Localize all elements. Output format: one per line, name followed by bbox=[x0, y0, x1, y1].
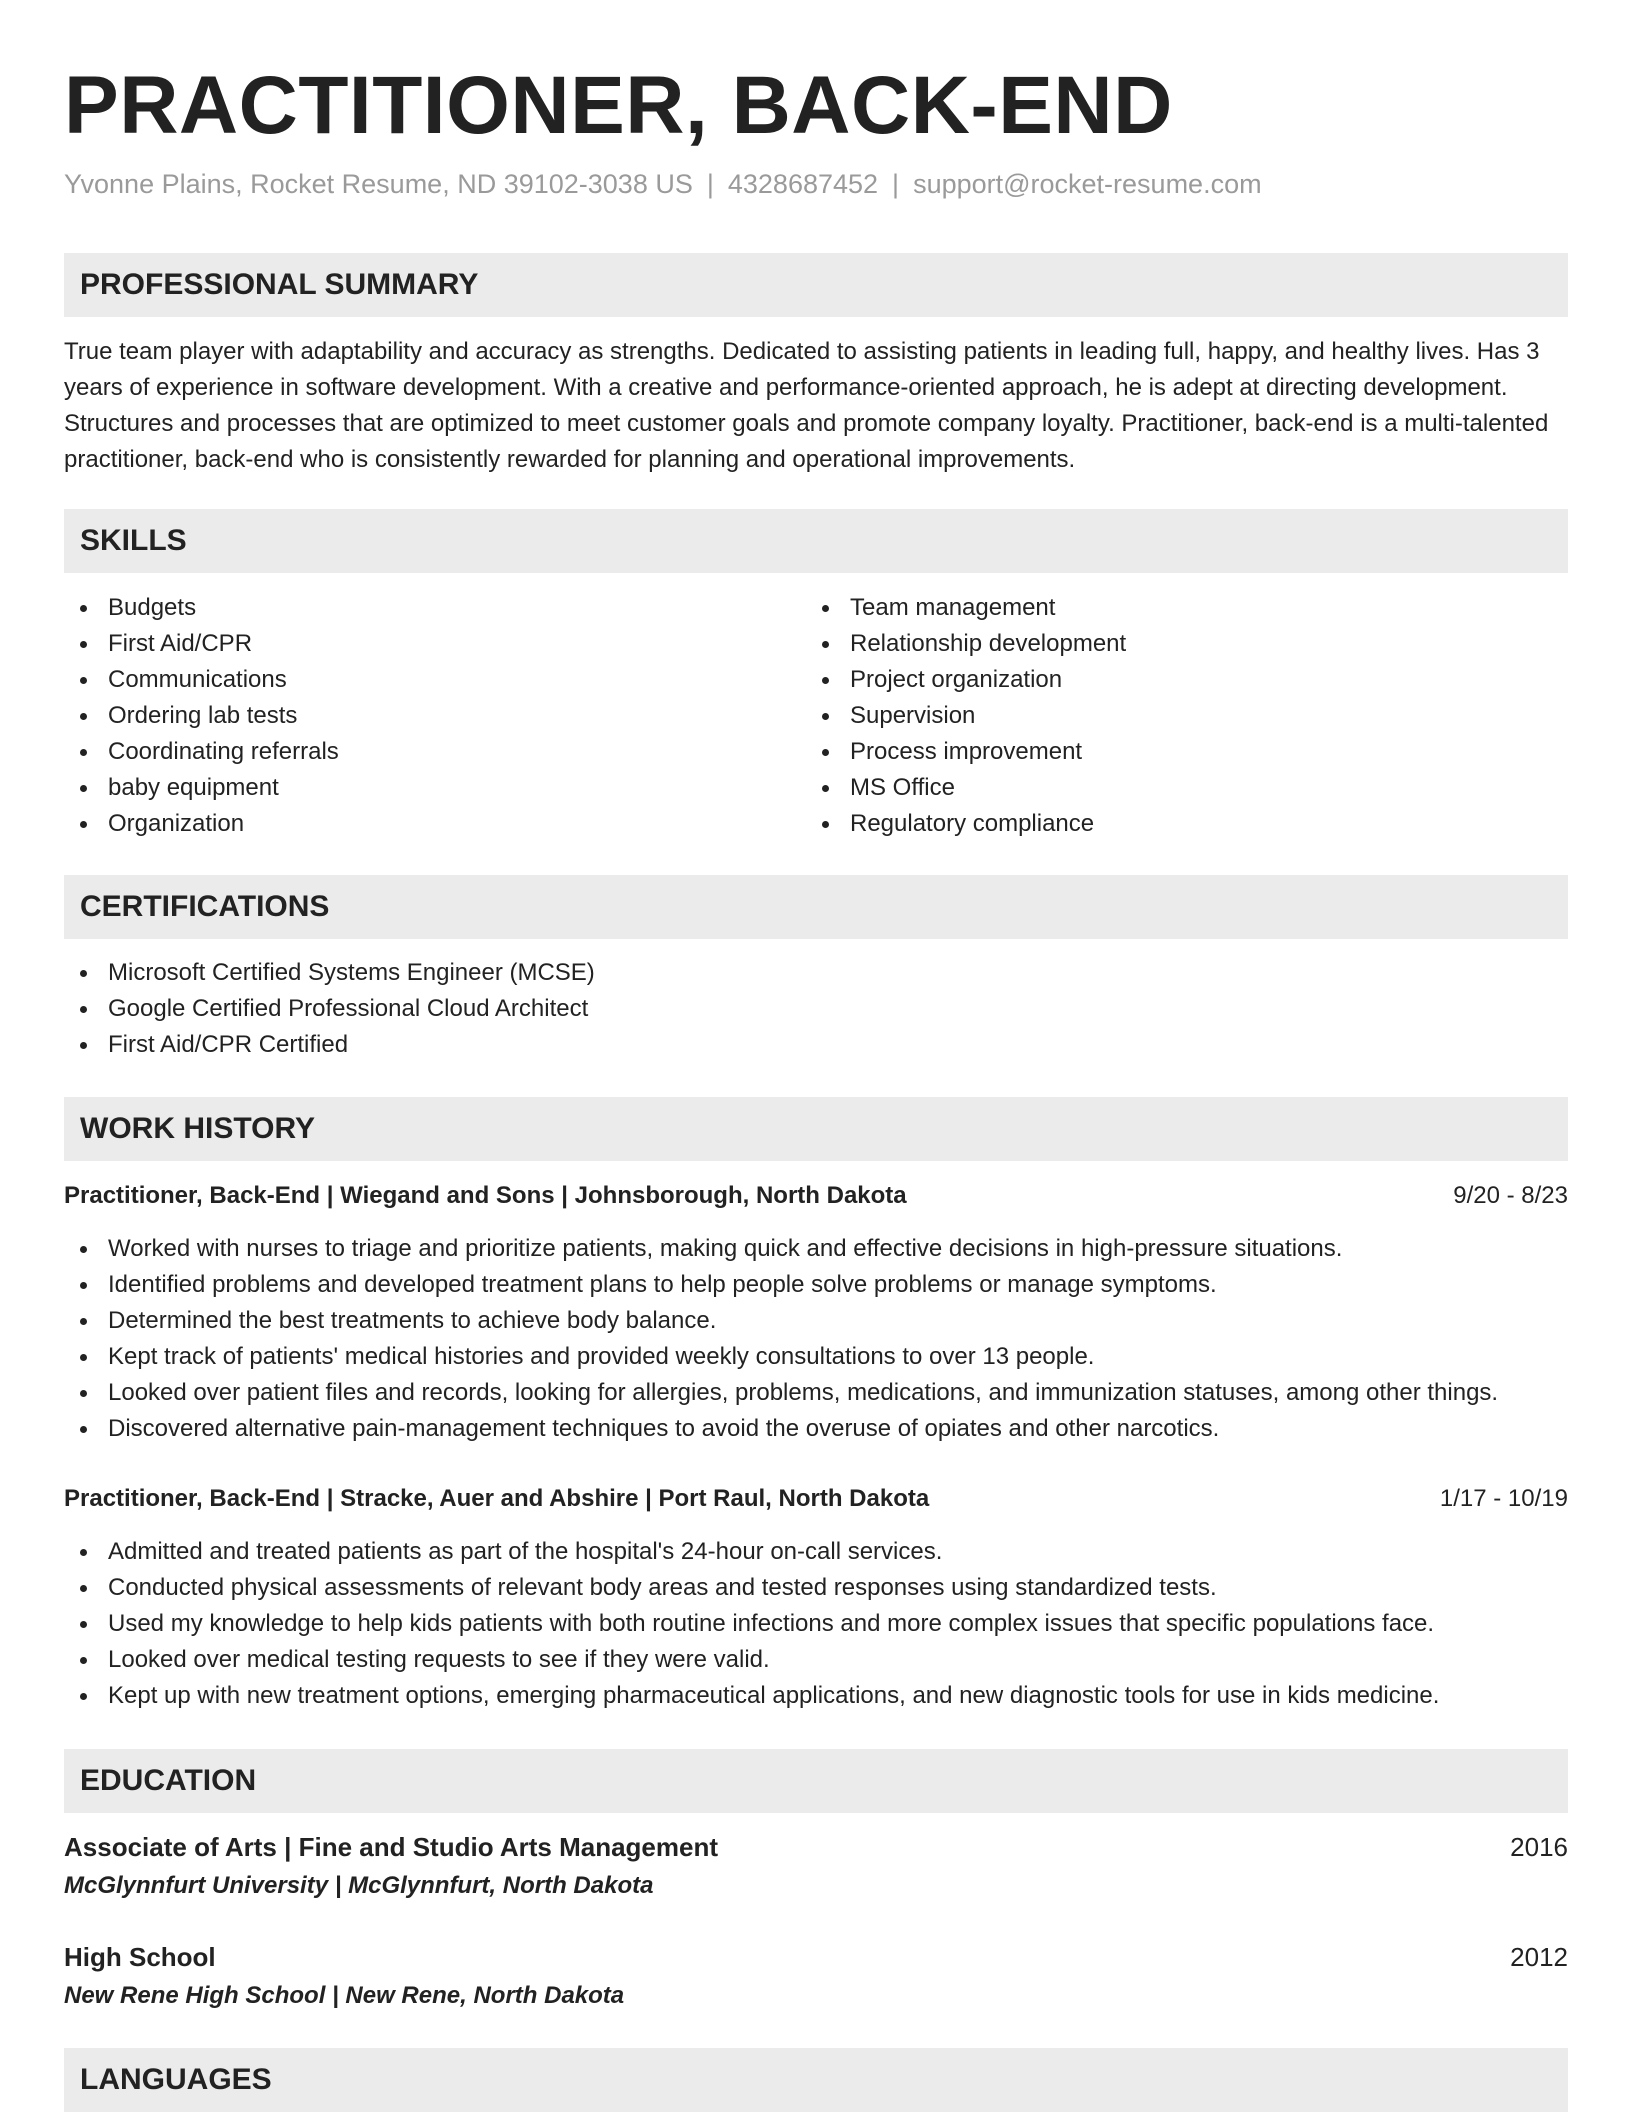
job-duty-item: Looked over medical testing requests to see if they were valid. bbox=[64, 1642, 1568, 1678]
section-heading-certifications: CERTIFICATIONS bbox=[64, 875, 1568, 939]
certification-item: Google Certified Professional Cloud Architect bbox=[64, 991, 1568, 1027]
job-duty-item: Used my knowledge to help kids patients with both routine infections and more complex issues that specific populations face. bbox=[64, 1606, 1568, 1642]
graduation-year: 2016 bbox=[1510, 1832, 1568, 1862]
job-duty-item: Looked over patient files and records, looking for allergies, problems, medications, and immunization statuses, among other things. bbox=[64, 1375, 1568, 1411]
job-title: Practitioner, Back-End | Wiegand and Sons | Johnsborough, North Dakota bbox=[64, 1182, 907, 1209]
job-duties-list bbox=[64, 1534, 1568, 1714]
contact-line bbox=[64, 166, 1262, 202]
job-duty-item: Determined the best treatments to achieve body balance. bbox=[64, 1303, 1568, 1339]
job-duty-item: Discovered alternative pain-management techniques to avoid the overuse of opiates and other narcotics. bbox=[64, 1411, 1568, 1447]
skill-item: Team management bbox=[806, 590, 1546, 626]
job-duty-item: Identified problems and developed treatment plans to help people solve problems or manage symptoms. bbox=[64, 1267, 1568, 1303]
skill-item: Relationship development bbox=[806, 626, 1546, 662]
skill-item: baby equipment bbox=[64, 770, 804, 806]
school-name: New Rene High School | New Rene, North Dakota bbox=[64, 1982, 625, 2009]
education-header bbox=[64, 1829, 1568, 1865]
contact-email[interactable]: support@rocket-resume.com bbox=[913, 169, 1262, 199]
job-duty-item: Worked with nurses to triage and prioritize patients, making quick and effective decisions in high-pressure situations. bbox=[64, 1231, 1568, 1267]
skill-item: Budgets bbox=[64, 590, 804, 626]
degree-title: Associate of Arts | Fine and Studio Arts Management bbox=[64, 1832, 718, 1862]
education-header bbox=[64, 1939, 1568, 1975]
skill-item: Ordering lab tests bbox=[64, 698, 804, 734]
section-heading-work-history: WORK HISTORY bbox=[64, 1097, 1568, 1161]
skill-item: Communications bbox=[64, 662, 804, 698]
certifications-list bbox=[64, 955, 1568, 1063]
job-dates: 1/17 - 10/19 bbox=[1439, 1485, 1568, 1512]
skill-item: Supervision bbox=[806, 698, 1546, 734]
job-duties-list bbox=[64, 1231, 1568, 1447]
job-duty-item: Kept up with new treatment options, emerging pharmaceutical applications, and new diagnostic tools for use in kids medicine. bbox=[64, 1678, 1568, 1714]
graduation-year: 2012 bbox=[1510, 1942, 1568, 1972]
skill-item: Regulatory compliance bbox=[806, 806, 1546, 842]
candidate-name: PRACTITIONER, BACK-END bbox=[64, 60, 1173, 151]
skills-list-left bbox=[64, 590, 804, 842]
contact-phone: 4328687452 bbox=[727, 169, 879, 199]
job-header bbox=[64, 1481, 1568, 1517]
job-duty-item: Conducted physical assessments of relevant body areas and tested responses using standardized tests. bbox=[64, 1570, 1568, 1606]
school-name: McGlynnfurt University | McGlynnfurt, North Dakota bbox=[64, 1872, 654, 1899]
contact-separator: | bbox=[706, 169, 714, 199]
contact-address: Yvonne Plains, Rocket Resume, ND 39102-3038 US bbox=[64, 169, 693, 199]
skill-item: Project organization bbox=[806, 662, 1546, 698]
contact-separator: | bbox=[892, 169, 900, 199]
degree-title: High School bbox=[64, 1942, 216, 1972]
certification-item: Microsoft Certified Systems Engineer (MCSE) bbox=[64, 955, 1568, 991]
section-heading-languages: LANGUAGES bbox=[64, 2048, 1568, 2112]
skill-item: Coordinating referrals bbox=[64, 734, 804, 770]
skill-item: MS Office bbox=[806, 770, 1546, 806]
job-duty-item: Kept track of patients' medical histories and provided weekly consultations to over 13 people. bbox=[64, 1339, 1568, 1375]
skill-item: First Aid/CPR bbox=[64, 626, 804, 662]
summary-text: True team player with adaptability and accuracy as strengths. Dedicated to assisting patients in leading full, happy, and healthy lives. Has 3 years of experience in software development. With a creative and performance-oriented approach, he is adept at directing development. Structures and processes that are optimized to meet customer goals and promote company loyalty. Practitioner, back-end is a multi-talented practitioner, back-end who is consistently rewarded for planning and operational improvements. bbox=[64, 338, 1549, 473]
certification-item: First Aid/CPR Certified bbox=[64, 1027, 1568, 1063]
job-header bbox=[64, 1178, 1568, 1214]
section-heading-education: EDUCATION bbox=[64, 1749, 1568, 1813]
skill-item: Process improvement bbox=[806, 734, 1546, 770]
job-duty-item: Admitted and treated patients as part of the hospital's 24-hour on-call services. bbox=[64, 1534, 1568, 1570]
skills-list-right bbox=[806, 590, 1546, 842]
section-heading-skills: SKILLS bbox=[64, 509, 1568, 573]
section-heading-summary: PROFESSIONAL SUMMARY bbox=[64, 253, 1568, 317]
skill-item: Organization bbox=[64, 806, 804, 842]
job-dates: 9/20 - 8/23 bbox=[1453, 1182, 1568, 1209]
job-title: Practitioner, Back-End | Stracke, Auer and Abshire | Port Raul, North Dakota bbox=[64, 1485, 930, 1512]
